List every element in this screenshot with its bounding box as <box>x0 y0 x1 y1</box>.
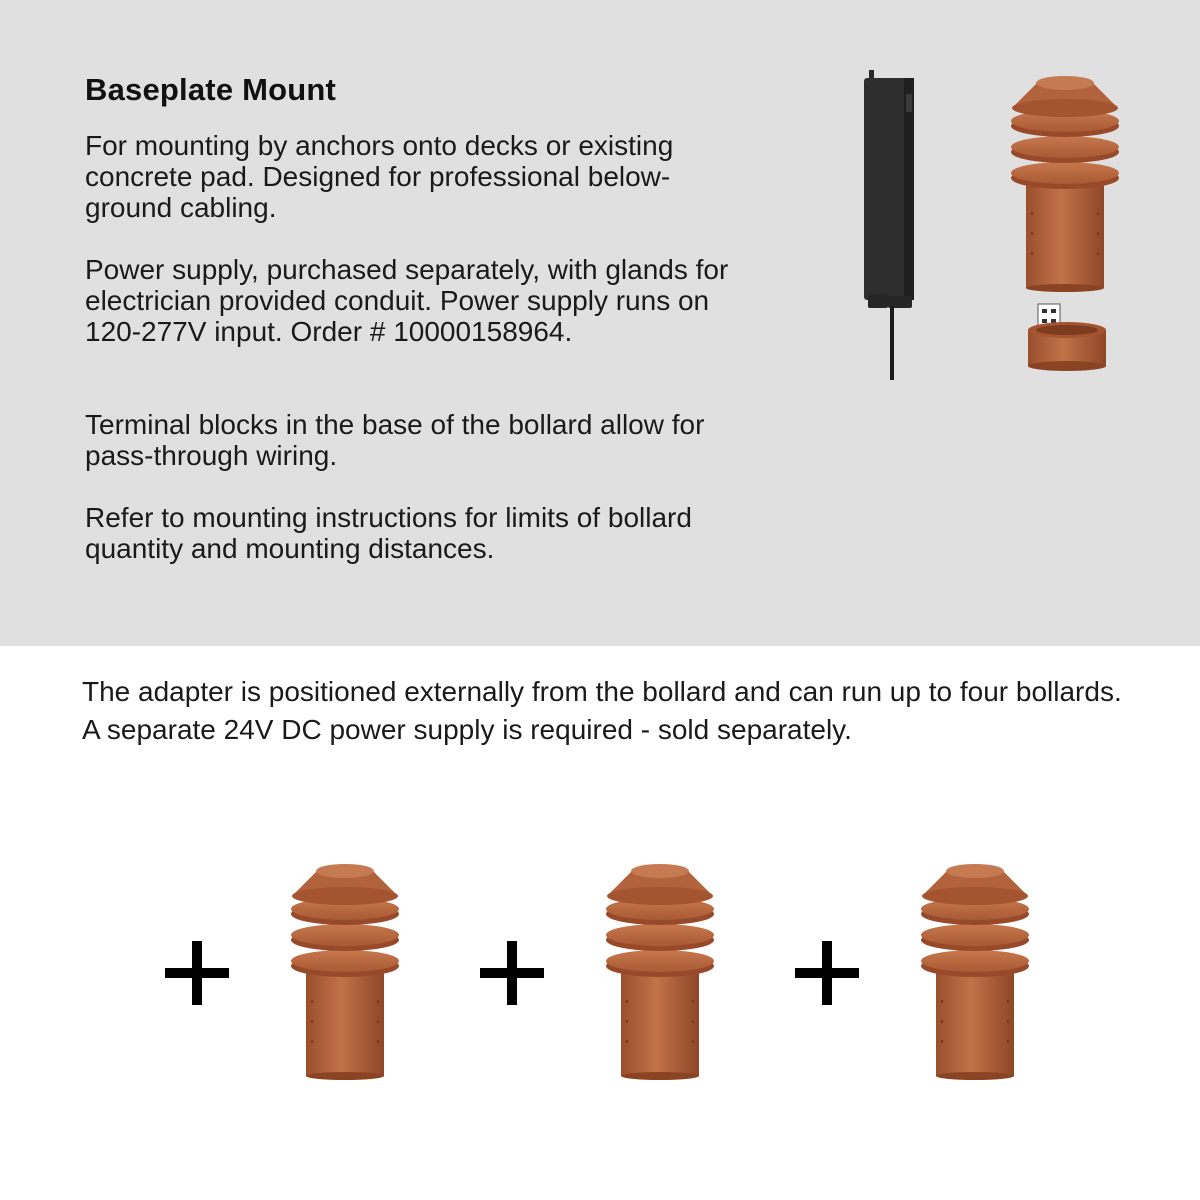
baseplate-icon <box>1024 300 1110 372</box>
bollard-icon <box>920 860 1030 1080</box>
bollard-icon <box>1010 72 1120 292</box>
bollard-icon <box>605 860 715 1080</box>
terminal-blocks-paragraph: Terminal blocks in the base of the bollard allow for pass-through wiring. <box>85 409 705 471</box>
description-paragraph: For mounting by anchors onto decks or existing concrete pad. Designed for professional below-ground cabling. <box>85 130 674 223</box>
adapter-note: The adapter is positioned externally from the bollard and can run up to four bollards. A separate 24V DC power supply is required - sold separately. <box>82 676 1122 745</box>
plus-icon <box>165 941 229 1005</box>
power-supply-paragraph: Power supply, purchased separately, with glands for electrician provided conduit. Power supply runs on 120-277V input. Order # 10000158964. <box>85 254 729 347</box>
plus-icon <box>480 941 544 1005</box>
section-title: Baseplate Mount <box>85 72 337 107</box>
power-supply-icon <box>860 66 920 382</box>
plus-icon <box>795 941 859 1005</box>
bollard-icon <box>290 860 400 1080</box>
mounting-instructions-paragraph: Refer to mounting instructions for limits of bollard quantity and mounting distances. <box>85 502 692 564</box>
